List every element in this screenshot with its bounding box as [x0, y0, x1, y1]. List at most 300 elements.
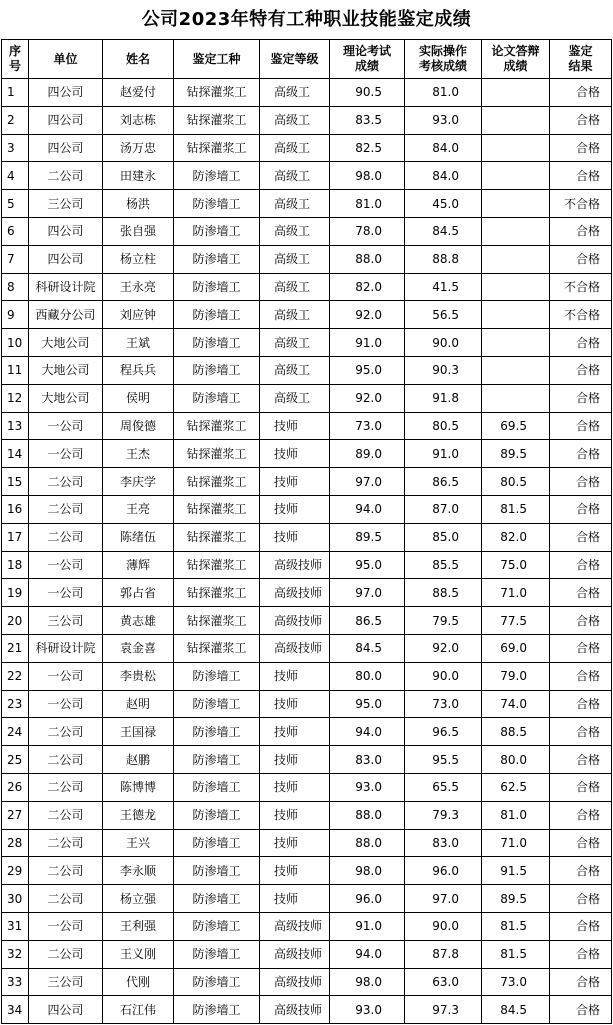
cell-practice: 88.8: [405, 245, 482, 273]
cell-name: 代刚: [103, 968, 174, 996]
cell-practice: 91.0: [405, 440, 482, 468]
table-row: [2, 718, 612, 746]
cell-grade: 高级工: [260, 79, 330, 107]
cell-thesis: 81.5: [482, 940, 550, 968]
cell-type: 防渗墙工: [174, 829, 260, 857]
table-row: [2, 356, 612, 384]
cell-theory: 94.0: [330, 718, 405, 746]
table-row: [2, 940, 612, 968]
cell-no: 9: [2, 301, 29, 329]
cell-no: 25: [2, 746, 29, 774]
cell-practice: 96.5: [405, 718, 482, 746]
cell-no: 7: [2, 245, 29, 273]
cell-unit: 二公司: [29, 829, 103, 857]
table-row: [2, 996, 612, 1024]
cell-name: 陈博博: [103, 773, 174, 801]
table-row: [2, 384, 612, 412]
cell-theory: 82.0: [330, 273, 405, 301]
cell-result: 合格: [550, 773, 612, 801]
table-row: [2, 217, 612, 245]
cell-thesis: 89.5: [482, 440, 550, 468]
cell-type: 钻探灌浆工: [174, 440, 260, 468]
cell-grade: 高级工: [260, 329, 330, 357]
cell-unit: 科研设计院: [29, 634, 103, 662]
cell-grade: 高级工: [260, 301, 330, 329]
table-row: [2, 968, 612, 996]
cell-practice: 73.0: [405, 690, 482, 718]
cell-grade: 高级工: [260, 162, 330, 190]
cell-thesis: 73.0: [482, 968, 550, 996]
cell-name: 赵鹏: [103, 746, 174, 774]
cell-practice: 90.3: [405, 356, 482, 384]
cell-thesis: 79.0: [482, 662, 550, 690]
cell-result: 合格: [550, 523, 612, 551]
results-table: [1, 39, 612, 1024]
cell-type: 防渗墙工: [174, 190, 260, 218]
cell-grade: 高级工: [260, 356, 330, 384]
table-row: [2, 412, 612, 440]
cell-no: 23: [2, 690, 29, 718]
cell-type: 防渗墙工: [174, 857, 260, 885]
col-header-result: 鉴定 结果: [550, 40, 612, 79]
cell-theory: 94.0: [330, 495, 405, 523]
cell-no: 2: [2, 106, 29, 134]
cell-name: 杨立强: [103, 885, 174, 913]
cell-grade: 技师: [260, 801, 330, 829]
cell-type: 防渗墙工: [174, 801, 260, 829]
cell-type: 钻探灌浆工: [174, 134, 260, 162]
cell-type: 防渗墙工: [174, 217, 260, 245]
cell-practice: 80.5: [405, 412, 482, 440]
cell-type: 防渗墙工: [174, 162, 260, 190]
cell-result: 不合格: [550, 301, 612, 329]
table-row: [2, 607, 612, 635]
cell-unit: 二公司: [29, 773, 103, 801]
cell-theory: 92.0: [330, 301, 405, 329]
cell-theory: 96.0: [330, 885, 405, 913]
cell-grade: 高级技师: [260, 607, 330, 635]
cell-result: 合格: [550, 607, 612, 635]
cell-practice: 97.3: [405, 996, 482, 1024]
cell-theory: 84.5: [330, 634, 405, 662]
cell-type: 钻探灌浆工: [174, 79, 260, 107]
cell-result: 合格: [550, 857, 612, 885]
cell-result: 合格: [550, 245, 612, 273]
table-row: [2, 79, 612, 107]
table-row: [2, 329, 612, 357]
cell-name: 赵爱付: [103, 79, 174, 107]
cell-theory: 98.0: [330, 968, 405, 996]
cell-name: 田建永: [103, 162, 174, 190]
cell-result: 合格: [550, 718, 612, 746]
col-header-unit: 单位: [29, 40, 103, 79]
cell-unit: 一公司: [29, 690, 103, 718]
cell-result: 合格: [550, 134, 612, 162]
cell-no: 11: [2, 356, 29, 384]
cell-unit: 二公司: [29, 857, 103, 885]
cell-type: 钻探灌浆工: [174, 551, 260, 579]
cell-thesis: 82.0: [482, 523, 550, 551]
cell-no: 14: [2, 440, 29, 468]
cell-unit: 一公司: [29, 412, 103, 440]
cell-type: 防渗墙工: [174, 384, 260, 412]
col-header-name: 姓名: [103, 40, 174, 79]
cell-type: 防渗墙工: [174, 245, 260, 273]
cell-name: 袁金喜: [103, 634, 174, 662]
cell-type: 防渗墙工: [174, 885, 260, 913]
cell-thesis: [482, 273, 550, 301]
cell-name: 王国禄: [103, 718, 174, 746]
cell-name: 王义刚: [103, 940, 174, 968]
cell-grade: 高级工: [260, 245, 330, 273]
cell-type: 防渗墙工: [174, 912, 260, 940]
cell-unit: 二公司: [29, 162, 103, 190]
cell-practice: 95.5: [405, 746, 482, 774]
cell-practice: 96.0: [405, 857, 482, 885]
cell-theory: 78.0: [330, 217, 405, 245]
table-row: [2, 857, 612, 885]
cell-no: 12: [2, 384, 29, 412]
table-row: [2, 162, 612, 190]
cell-theory: 88.0: [330, 829, 405, 857]
cell-unit: 四公司: [29, 134, 103, 162]
cell-practice: 92.0: [405, 634, 482, 662]
cell-thesis: 88.5: [482, 718, 550, 746]
cell-name: 周俊德: [103, 412, 174, 440]
cell-unit: 一公司: [29, 912, 103, 940]
table-row: [2, 551, 612, 579]
table-row: [2, 245, 612, 273]
cell-name: 王永亮: [103, 273, 174, 301]
cell-thesis: 80.0: [482, 746, 550, 774]
cell-theory: 95.0: [330, 551, 405, 579]
cell-unit: 一公司: [29, 440, 103, 468]
cell-result: 合格: [550, 329, 612, 357]
cell-no: 15: [2, 468, 29, 496]
cell-theory: 97.0: [330, 579, 405, 607]
cell-grade: 高级技师: [260, 940, 330, 968]
cell-no: 6: [2, 217, 29, 245]
cell-grade: 高级工: [260, 217, 330, 245]
cell-unit: 三公司: [29, 607, 103, 635]
cell-result: 合格: [550, 551, 612, 579]
cell-name: 李庆学: [103, 468, 174, 496]
cell-name: 黄志雄: [103, 607, 174, 635]
cell-no: 26: [2, 773, 29, 801]
cell-practice: 65.5: [405, 773, 482, 801]
cell-grade: 高级工: [260, 384, 330, 412]
cell-no: 22: [2, 662, 29, 690]
cell-result: 合格: [550, 162, 612, 190]
cell-no: 5: [2, 190, 29, 218]
cell-grade: 技师: [260, 662, 330, 690]
cell-result: 合格: [550, 940, 612, 968]
cell-unit: 西藏分公司: [29, 301, 103, 329]
cell-no: 33: [2, 968, 29, 996]
cell-thesis: 89.5: [482, 885, 550, 913]
cell-theory: 92.0: [330, 384, 405, 412]
cell-unit: 三公司: [29, 190, 103, 218]
cell-name: 程兵兵: [103, 356, 174, 384]
cell-theory: 95.0: [330, 690, 405, 718]
table-row: [2, 801, 612, 829]
col-header-practice: 实际操作 考核成绩: [405, 40, 482, 79]
cell-no: 18: [2, 551, 29, 579]
cell-type: 钻探灌浆工: [174, 495, 260, 523]
cell-no: 34: [2, 996, 29, 1024]
cell-theory: 73.0: [330, 412, 405, 440]
cell-practice: 81.0: [405, 79, 482, 107]
cell-practice: 85.0: [405, 523, 482, 551]
table-row: [2, 912, 612, 940]
cell-unit: 二公司: [29, 885, 103, 913]
cell-name: 陈绪伍: [103, 523, 174, 551]
cell-type: 防渗墙工: [174, 301, 260, 329]
cell-name: 张自强: [103, 217, 174, 245]
cell-grade: 技师: [260, 495, 330, 523]
cell-unit: 二公司: [29, 523, 103, 551]
cell-no: 24: [2, 718, 29, 746]
cell-grade: 技师: [260, 690, 330, 718]
cell-thesis: 74.0: [482, 690, 550, 718]
cell-no: 19: [2, 579, 29, 607]
table-row: [2, 301, 612, 329]
table-row: [2, 440, 612, 468]
cell-no: 3: [2, 134, 29, 162]
cell-practice: 90.0: [405, 912, 482, 940]
cell-name: 李永顺: [103, 857, 174, 885]
cell-result: 合格: [550, 106, 612, 134]
cell-result: 合格: [550, 384, 612, 412]
cell-result: 合格: [550, 690, 612, 718]
cell-practice: 90.0: [405, 662, 482, 690]
cell-grade: 技师: [260, 718, 330, 746]
cell-unit: 三公司: [29, 968, 103, 996]
table-row: [2, 468, 612, 496]
cell-practice: 63.0: [405, 968, 482, 996]
page-title: 公司2023年特有工种职业技能鉴定成绩: [141, 9, 472, 30]
cell-practice: 87.8: [405, 940, 482, 968]
cell-thesis: 62.5: [482, 773, 550, 801]
table-row: [2, 662, 612, 690]
cell-theory: 95.0: [330, 356, 405, 384]
cell-name: 王利强: [103, 912, 174, 940]
cell-theory: 91.0: [330, 912, 405, 940]
cell-practice: 56.5: [405, 301, 482, 329]
table-row: [2, 829, 612, 857]
cell-thesis: [482, 301, 550, 329]
cell-thesis: 71.0: [482, 579, 550, 607]
cell-no: 8: [2, 273, 29, 301]
cell-theory: 93.0: [330, 996, 405, 1024]
cell-practice: 84.0: [405, 134, 482, 162]
cell-theory: 88.0: [330, 801, 405, 829]
cell-type: 钻探灌浆工: [174, 412, 260, 440]
cell-grade: 技师: [260, 523, 330, 551]
header-row: [2, 40, 612, 79]
cell-unit: 一公司: [29, 551, 103, 579]
cell-result: 合格: [550, 440, 612, 468]
cell-grade: 高级工: [260, 106, 330, 134]
cell-result: 合格: [550, 885, 612, 913]
cell-name: 刘应钟: [103, 301, 174, 329]
cell-theory: 81.0: [330, 190, 405, 218]
cell-theory: 98.0: [330, 162, 405, 190]
cell-thesis: 75.0: [482, 551, 550, 579]
cell-type: 防渗墙工: [174, 690, 260, 718]
cell-result: 合格: [550, 662, 612, 690]
cell-no: 13: [2, 412, 29, 440]
cell-grade: 高级工: [260, 190, 330, 218]
col-header-grade: 鉴定等级: [260, 40, 330, 79]
cell-grade: 高级工: [260, 134, 330, 162]
cell-practice: 91.8: [405, 384, 482, 412]
cell-grade: 技师: [260, 746, 330, 774]
cell-name: 王亮: [103, 495, 174, 523]
cell-no: 1: [2, 79, 29, 107]
cell-unit: 二公司: [29, 801, 103, 829]
cell-theory: 98.0: [330, 857, 405, 885]
cell-practice: 84.5: [405, 217, 482, 245]
cell-thesis: 71.0: [482, 829, 550, 857]
cell-name: 侯明: [103, 384, 174, 412]
table-row: [2, 746, 612, 774]
cell-grade: 高级技师: [260, 551, 330, 579]
cell-practice: 79.3: [405, 801, 482, 829]
cell-practice: 88.5: [405, 579, 482, 607]
cell-type: 防渗墙工: [174, 662, 260, 690]
cell-unit: 二公司: [29, 495, 103, 523]
cell-thesis: [482, 79, 550, 107]
cell-unit: 四公司: [29, 217, 103, 245]
cell-theory: 89.5: [330, 523, 405, 551]
cell-unit: 大地公司: [29, 356, 103, 384]
cell-unit: 二公司: [29, 718, 103, 746]
cell-unit: 四公司: [29, 996, 103, 1024]
cell-name: 石江伟: [103, 996, 174, 1024]
cell-no: 27: [2, 801, 29, 829]
cell-grade: 高级技师: [260, 634, 330, 662]
cell-type: 防渗墙工: [174, 273, 260, 301]
cell-unit: 科研设计院: [29, 273, 103, 301]
cell-type: 防渗墙工: [174, 968, 260, 996]
cell-grade: 技师: [260, 773, 330, 801]
cell-result: 合格: [550, 746, 612, 774]
cell-theory: 83.5: [330, 106, 405, 134]
cell-unit: 二公司: [29, 746, 103, 774]
col-header-no: 序 号: [2, 40, 29, 79]
cell-type: 防渗墙工: [174, 773, 260, 801]
cell-unit: 一公司: [29, 662, 103, 690]
col-header-type: 鉴定工种: [174, 40, 260, 79]
cell-name: 杨洪: [103, 190, 174, 218]
cell-unit: 四公司: [29, 79, 103, 107]
cell-thesis: [482, 356, 550, 384]
cell-grade: 技师: [260, 857, 330, 885]
table-body: [2, 79, 612, 1024]
cell-no: 20: [2, 607, 29, 635]
table-row: [2, 773, 612, 801]
cell-result: 合格: [550, 356, 612, 384]
cell-theory: 89.0: [330, 440, 405, 468]
cell-theory: 80.0: [330, 662, 405, 690]
table-row: [2, 134, 612, 162]
cell-unit: 一公司: [29, 579, 103, 607]
cell-thesis: [482, 329, 550, 357]
cell-no: 21: [2, 634, 29, 662]
cell-result: 合格: [550, 996, 612, 1024]
cell-practice: 84.0: [405, 162, 482, 190]
cell-unit: 大地公司: [29, 384, 103, 412]
cell-theory: 97.0: [330, 468, 405, 496]
cell-no: 30: [2, 885, 29, 913]
cell-no: 28: [2, 829, 29, 857]
cell-thesis: 91.5: [482, 857, 550, 885]
table-row: [2, 523, 612, 551]
cell-type: 防渗墙工: [174, 940, 260, 968]
cell-result: 合格: [550, 801, 612, 829]
cell-no: 31: [2, 912, 29, 940]
cell-no: 29: [2, 857, 29, 885]
cell-theory: 93.0: [330, 773, 405, 801]
cell-name: 刘志栋: [103, 106, 174, 134]
cell-thesis: 84.5: [482, 996, 550, 1024]
cell-practice: 83.0: [405, 829, 482, 857]
cell-thesis: [482, 245, 550, 273]
cell-type: 钻探灌浆工: [174, 523, 260, 551]
cell-name: 王德龙: [103, 801, 174, 829]
cell-grade: 技师: [260, 885, 330, 913]
cell-no: 16: [2, 495, 29, 523]
cell-result: 合格: [550, 829, 612, 857]
cell-type: 钻探灌浆工: [174, 607, 260, 635]
cell-practice: 87.0: [405, 495, 482, 523]
cell-name: 王兴: [103, 829, 174, 857]
cell-grade: 高级技师: [260, 912, 330, 940]
cell-type: 钻探灌浆工: [174, 579, 260, 607]
table-row: [2, 495, 612, 523]
cell-thesis: 69.5: [482, 412, 550, 440]
cell-thesis: [482, 190, 550, 218]
cell-type: 防渗墙工: [174, 329, 260, 357]
table-row: [2, 885, 612, 913]
cell-type: 防渗墙工: [174, 746, 260, 774]
cell-practice: 90.0: [405, 329, 482, 357]
cell-thesis: 81.5: [482, 495, 550, 523]
cell-thesis: [482, 106, 550, 134]
cell-result: 合格: [550, 468, 612, 496]
cell-practice: 79.5: [405, 607, 482, 635]
cell-result: 合格: [550, 579, 612, 607]
cell-practice: 93.0: [405, 106, 482, 134]
cell-type: 防渗墙工: [174, 996, 260, 1024]
cell-result: 合格: [550, 912, 612, 940]
cell-unit: 四公司: [29, 106, 103, 134]
cell-grade: 技师: [260, 468, 330, 496]
cell-name: 王斌: [103, 329, 174, 357]
cell-result: 合格: [550, 79, 612, 107]
cell-practice: 97.0: [405, 885, 482, 913]
cell-unit: 二公司: [29, 468, 103, 496]
cell-theory: 83.0: [330, 746, 405, 774]
cell-unit: 大地公司: [29, 329, 103, 357]
cell-result: 不合格: [550, 190, 612, 218]
cell-theory: 88.0: [330, 245, 405, 273]
cell-unit: 四公司: [29, 245, 103, 273]
cell-name: 杨立柱: [103, 245, 174, 273]
cell-grade: 技师: [260, 412, 330, 440]
col-header-theory: 理论考试 成绩: [330, 40, 405, 79]
